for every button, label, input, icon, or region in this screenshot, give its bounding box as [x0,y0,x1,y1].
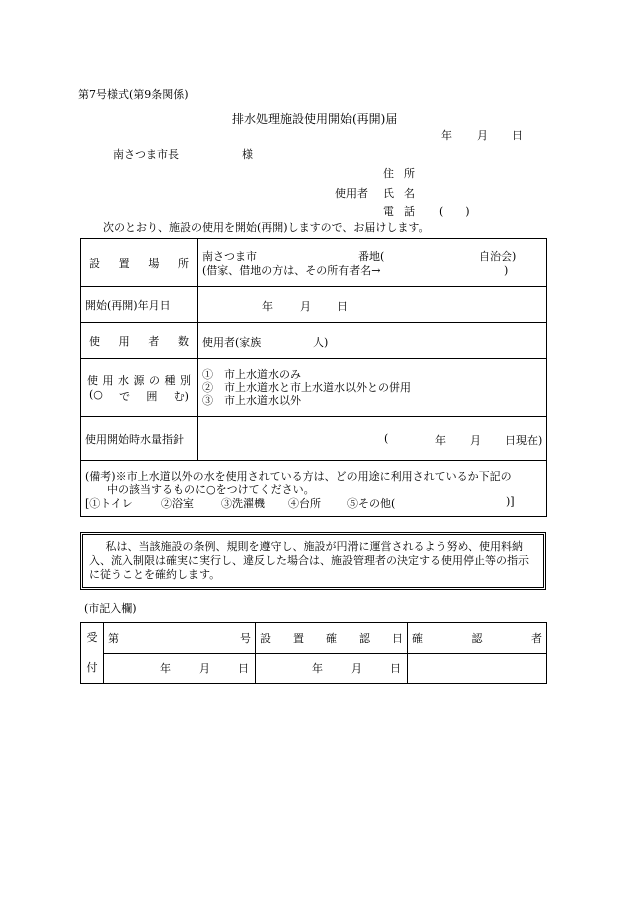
users-label: 使 用 者 数 [89,334,189,348]
location-city: 南さつま市 [202,249,257,263]
location-banchi: 番地( [358,249,385,263]
intro-text: 次のとおり、施設の使用を開始(再開)しますので、お届けします。 [103,221,430,234]
pledge-box: 私は、当該施設の条例、規則を遵守し、施設が円滑に運営されるよう努め、使用料納入、流入制限は確実に実行し、違反した場合は、施設管理者の決定する使用停止等の指示に従うことを確約します。 [80,532,546,590]
check-date: 年 月 日 [312,662,401,676]
water-option-3: ③ 市上水道水以外 [202,394,301,407]
phone-label: 電 話 [383,205,415,218]
users-unit: 人) [313,335,329,349]
user-label: 使用者 [335,187,368,200]
notes-item-other: ⑤その他( [347,496,396,510]
notes-item-washer: ③洗濯機 [221,496,265,510]
row-water [81,359,547,417]
receipt-no: 第 号 [108,631,251,645]
water-option-1: ① 市上水道水のみ [202,368,301,381]
meter-open: ( [384,431,389,445]
start-day: 日 [337,299,348,313]
notes-line1: (備考)※市上水道以外の水を使用されている方は、どの用途に利用されているか下記の [85,469,512,483]
date-day: 日 [512,129,523,142]
confirmer-cell [408,653,547,684]
name-label: 氏 名 [383,187,415,200]
office-use-label: (市記入欄) [84,602,137,615]
office-table [80,622,547,684]
notes-item-toilet: [①トイレ [85,496,133,510]
form-number: 第7号様式(第9条関係) [78,88,189,101]
row-meter [81,417,547,461]
start-month: 月 [300,299,311,313]
date-year: 年 [441,129,452,142]
addressee-honorific: 様 [242,148,253,161]
start-year: 年 [262,299,273,313]
check-date-label: 設 置 確 認 日 [260,631,403,645]
receipt-date: 年 月 日 [160,662,249,676]
location-label: 設 置 場 所 [89,256,189,270]
row-users [81,323,547,359]
application-table [80,238,547,517]
meter-label: 使用開始時水量指針 [81,417,198,461]
meter-day: 日現在) [505,433,543,447]
row-location [81,239,547,287]
location-assoc: 自治会) [479,249,517,263]
confirmer-label: 確 認 者 [412,631,542,645]
notes-item-kitchen: ④台所 [288,496,321,510]
form-title: 排水処理施設使用開始(再開)届 [232,112,398,126]
addressee-name: 南さつま市長 [113,148,179,161]
row-notes [81,461,547,517]
users-value: 使用者(家族 [202,335,262,349]
water-label-1: 使 用 水 源 の 種 別 [87,373,191,387]
date-month: 月 [477,129,488,142]
location-owner: (借家、借地の方は、その所有者名→ [202,263,381,277]
meter-year: 年 [435,433,446,447]
notes-item-bath: ②浴室 [161,496,194,510]
meter-month: 月 [470,433,481,447]
phone-paren: ( ) [439,205,470,218]
water-label-2: (○ で 囲 む) [89,387,189,403]
location-owner-end: ) [504,263,509,277]
row-start [81,287,547,323]
start-label: 開始(再開)年月日 [81,287,198,323]
receipt-label: 受 付 [81,623,104,684]
address-label: 住 所 [383,167,415,180]
water-option-2: ② 市上水道水と市上水道水以外との併用 [202,381,411,394]
notes-line2: 中の該当するものに○をつけてください。 [107,482,315,496]
notes-item-close: )] [506,494,515,508]
